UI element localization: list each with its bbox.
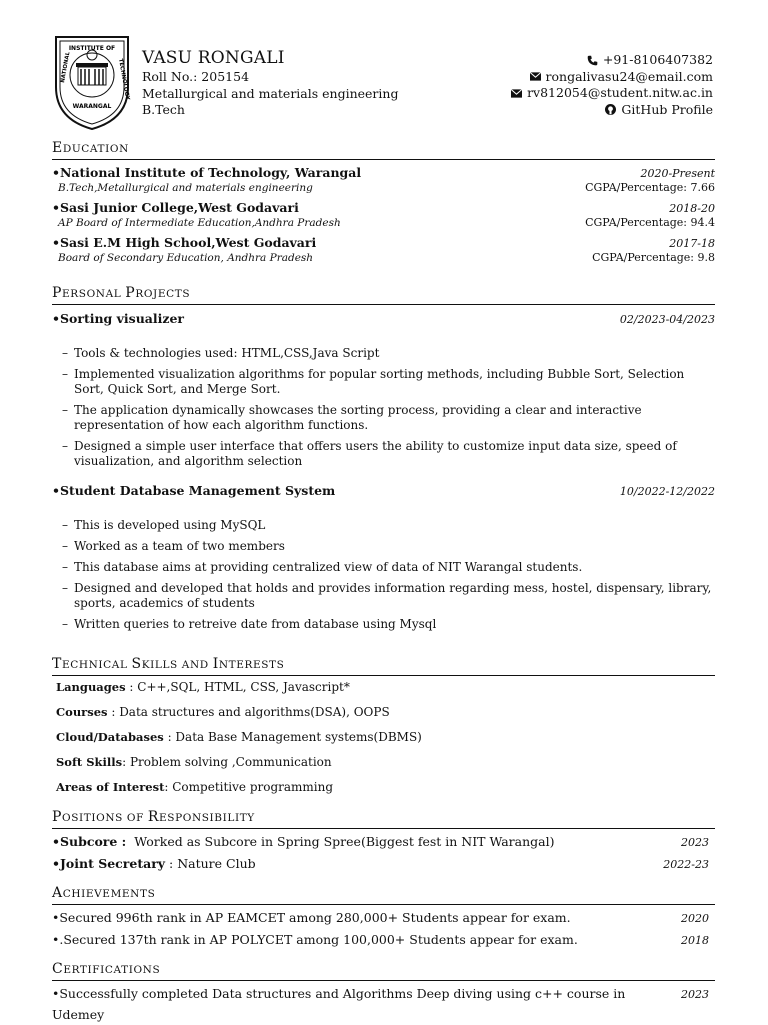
achievement-date: 2018 [681,934,709,947]
skills-list [52,680,715,795]
header-identity [142,48,398,119]
education-date: 2017-18 [669,237,715,250]
education-date: 2020-Present [640,167,715,180]
education-entry [52,200,715,231]
project-entry [52,311,715,469]
skills-heading: TECHNICAL SKILLS AND INTERESTS [52,655,715,676]
college-email-address: rv812054@student.nitw.ac.in [527,85,713,100]
program: Board of Secondary Education, Andhra Pradesh [58,252,314,264]
achievement-row: •Secured 996th rank in AP EAMCET among 280,000+ Students appear for exam. 2020 [52,907,715,929]
roll-number: Roll No.: 205154 [142,69,250,84]
github-line[interactable] [511,102,713,119]
project-title: •Sorting visualizer [52,311,185,326]
project-entry [52,483,715,632]
program: B.Tech,Metallurgical and materials engineering [58,182,313,194]
positions-section [52,808,715,875]
certifications-heading: CERTIFICATIONS [52,960,715,981]
email-address: rongalivasu24@email.com [545,68,713,84]
achievement-row: •.Secured 137th rank in AP POLYCET among 100,000+ Students appear for exam. 2018 [52,929,715,951]
position-row: •Subcore : Worked as Subcore in Spring Spree(Biggest fest in NIT Warangal) 2023 [52,831,715,853]
institution: •Sasi E.M High School,West Godavari [52,235,317,250]
github-icon [605,104,616,115]
phone-line[interactable] [511,52,713,69]
education-section [52,139,715,266]
header-contact [511,52,713,118]
education-heading: EDUCATION [52,139,715,160]
education-entry [52,235,715,266]
project-date: 10/2022-12/2022 [619,485,715,498]
education-list [52,165,715,266]
program: AP Board of Intermediate Education,Andhra Pradesh [58,217,341,229]
certification-row: •Successfully completed Data structures and Algorithms Deep diving using c++ course in Udemey 2023 [52,983,715,1025]
list-item: – Written queries to retreive date from database using Mysql [74,617,715,632]
list-item: – Worked as a team of two members [74,539,715,554]
project-title: •Student Database Management System [52,483,336,498]
list-item: – This is developed using MySQL [74,518,715,533]
project-points [52,346,715,469]
list-item: – Designed and developed that holds and provides information regarding mess, hostel, dispensary, library, sports, academics of students [74,581,715,611]
envelope-icon [530,71,541,82]
achievements-heading: ACHIEVEMENTS [52,884,715,905]
list-item: – This database aims at providing centralized view of data of NIT Warangal students. [74,560,715,575]
skill-interests: Areas of Interest: Competitive programming [56,780,334,794]
positions-heading: POSITIONS OF RESPONSIBILITY [52,808,715,829]
phone-number: +91-8106407382 [602,52,713,67]
list-item: – Tools & technologies used: HTML,CSS,Java Script [74,346,715,361]
grade: CGPA/Percentage: 94.4 [585,216,715,229]
position-row: •Joint Secretary : Nature Club 2022-23 [52,853,715,875]
achievements-list [52,907,715,951]
list-item: – Implemented visualization algorithms for popular sorting methods, including Bubble Sort, Selection Sort, Quick Sort, and Merge Sort. [74,367,715,397]
logo-text-right: TECHNOLOGY [117,58,131,101]
phone-icon [587,55,598,66]
education-date: 2018-20 [669,202,715,215]
email-line[interactable] [511,69,713,86]
grade: CGPA/Percentage: 9.8 [592,251,715,264]
education-entry [52,165,715,196]
grade: CGPA/Percentage: 7.66 [585,181,715,194]
branch: Metallurgical and materials engineering [142,85,399,101]
nit-warangal-logo [50,33,134,131]
position-date: 2022-23 [663,858,709,871]
project-points [52,518,715,632]
logo-text-bottom: WARANGAL [72,103,112,110]
project-date: 02/2023-04/2023 [619,313,715,326]
achievements-section [52,884,715,951]
skill-soft-skills: Soft Skills: Problem solving ,Communication [56,755,332,769]
skill-courses: Courses : Data structures and algorithms(DSA), OOPS [56,705,390,719]
envelope-icon [511,88,522,99]
list-item: – Designed a simple user interface that offers users the ability to customize input data size, speed of visualization, and algorithm selection [74,439,715,469]
github-link[interactable]: GitHub Profile [621,101,713,117]
projects-section [52,284,715,638]
logo-text-top: INSTITUTE OF [68,45,116,52]
certification-date: 2023 [681,988,709,1001]
projects-heading: PERSONAL PROJECTS [52,284,715,305]
degree: B.Tech [142,102,185,117]
institution: •National Institute of Technology, Warangal [52,165,362,180]
position-date: 2023 [681,836,709,849]
logo-text-left: NATIONAL [60,51,72,84]
skill-languages: Languages : C++,SQL, HTML, CSS, Javascript* [56,680,350,694]
candidate-name: VASU RONGALI [142,48,285,68]
institution: •Sasi Junior College,West Godavari [52,200,299,215]
skill-databases: Cloud/Databases : Data Base Management systems(DBMS) [56,730,422,744]
certifications-list [52,983,715,1025]
achievement-date: 2020 [681,912,709,925]
positions-list [52,831,715,875]
skills-section [52,655,715,805]
college-email-line[interactable] [511,85,713,102]
list-item: – The application dynamically showcases the sorting process, providing a clear and interactive representation of how each algorithm functions. [74,403,715,433]
certifications-section [52,960,715,1025]
